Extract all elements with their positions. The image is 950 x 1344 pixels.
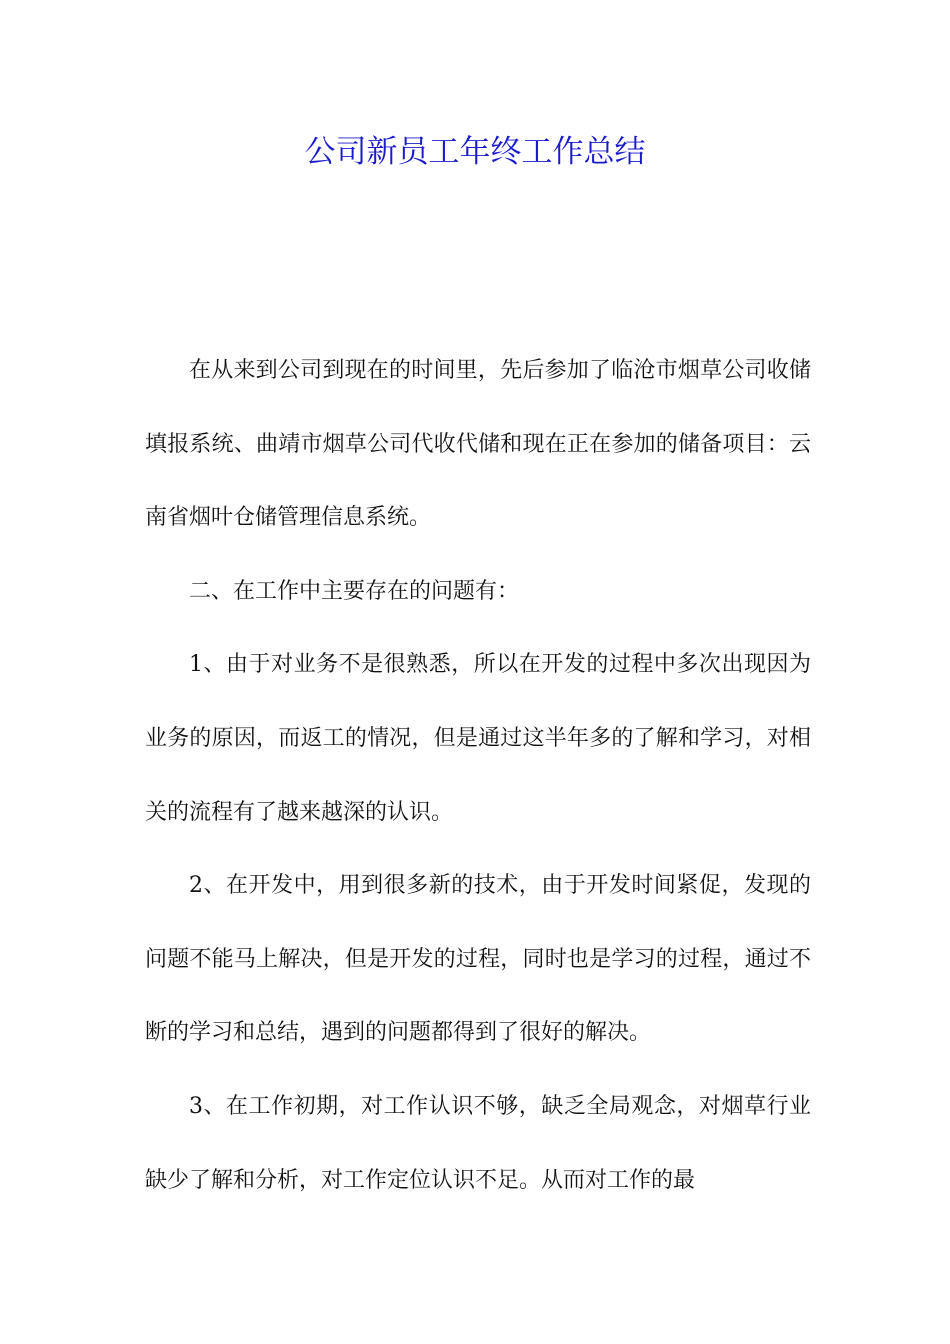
paragraph-section-heading: 二、在工作中主要存在的问题有： bbox=[189, 578, 520, 604]
paragraph-item-2: 2、在开发中，用到很多新的技术，由于开发时间紧促，发现的问题不能马上解决，但是开发的过程，同时也是学习的过程，通过不断的学习和总结，遇到的问题都得到了很好的解决。 bbox=[145, 873, 811, 1046]
paragraph-item-3: 3、在工作初期，对工作认识不够，缺乏全局观念，对烟草行业缺少了解和分析，对工作定位认识不足。从而对工作的最 bbox=[145, 1093, 811, 1193]
document-title: 公司新员工年终工作总结 bbox=[304, 134, 646, 170]
paragraph-item-1: 1、由于对业务不是很熟悉，所以在开发的过程中多次出现因为业务的原因，而返工的情况，但是通过这半年多的了解和学习，对相关的流程有了越来越深的认识。 bbox=[145, 652, 811, 825]
paragraph-intro: 在从来到公司到现在的时间里，先后参加了临沧市烟草公司收储填报系统、曲靖市烟草公司代收代储和现在正在参加的储备项目：云南省烟叶仓储管理信息系统。 bbox=[145, 358, 811, 531]
document-body bbox=[145, 334, 811, 1217]
